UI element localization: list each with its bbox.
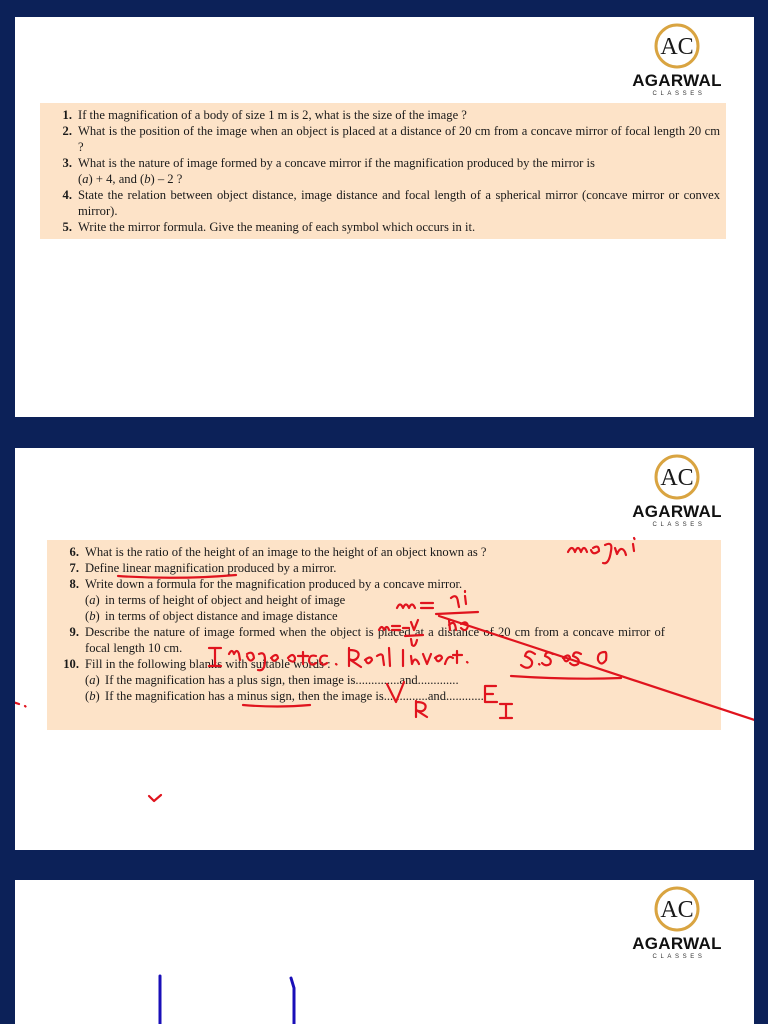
option-label: ( b ) — [85, 608, 105, 624]
question-number: 7. — [69, 561, 79, 575]
question-box — [40, 103, 726, 239]
brand-name: AGARWAL — [632, 502, 722, 521]
sub-question — [53, 688, 715, 704]
question-item — [46, 107, 720, 123]
slide-2 — [15, 448, 754, 850]
question-text: State the relation between object distance, image distance and focal length of a spherical mirror (concave mirror or convex mirror). — [78, 188, 720, 218]
sub-question-text: in terms of height of object and height of image — [105, 593, 346, 607]
slide-1 — [15, 17, 754, 417]
question-box — [47, 540, 721, 730]
question-item — [46, 219, 720, 235]
brand-name: AGARWAL — [632, 71, 722, 90]
svg-text:AC: AC — [660, 897, 694, 923]
question-item — [46, 155, 720, 187]
question-text: Write down a formula for the magnification produced by a concave mirror. — [85, 577, 463, 591]
question-text: What is the ratio of the height of an image to the height of an object known as ? — [85, 545, 487, 559]
brand-logo — [622, 21, 732, 98]
question-number: 5. — [62, 220, 72, 234]
question-text: Describe the nature of image formed when the object is placed at a distance of 20 cm from a concave mirror of focal length 10 cm. — [85, 625, 665, 655]
question-number: 4. — [62, 188, 72, 202]
question-text: Write the mirror formula. Give the meaning of each symbol which occurs in it. — [78, 220, 476, 234]
question-number: 10. — [63, 657, 79, 671]
question-number: 1. — [62, 108, 72, 122]
svg-text:AC: AC — [660, 34, 694, 60]
question-text: If the magnification of a body of size 1 m is 2, what is the size of the image ? — [78, 108, 467, 122]
question-item — [53, 576, 715, 592]
slide-3 — [15, 880, 754, 1024]
brand-subtitle: CLASSES — [652, 91, 706, 97]
question-number: 3. — [62, 156, 72, 170]
question-number: 8. — [69, 577, 79, 591]
option-label: ( b ) — [85, 688, 105, 704]
brand-subtitle: CLASSES — [652, 954, 706, 960]
question-number: 9. — [69, 625, 79, 639]
option-label: a — [82, 172, 89, 186]
sub-question — [53, 672, 715, 688]
option-label: ( a ) — [85, 672, 105, 688]
question-item — [46, 123, 720, 155]
question-item — [46, 187, 720, 219]
sub-question-text: If the magnification has a plus sign, then image is..............and............. — [105, 673, 459, 687]
brand-subtitle: CLASSES — [652, 522, 706, 528]
question-number: 2. — [62, 124, 72, 138]
question-item — [53, 656, 715, 672]
option-label: ( a ) — [85, 592, 105, 608]
ac-monogram-icon — [650, 884, 704, 934]
brand-name: AGARWAL — [632, 934, 722, 953]
sub-question-text: If the magnification has a minus sign, then the image is..............and............ — [105, 689, 484, 703]
question-text: What is the nature of image formed by a concave mirror if the magnification produced by the mirror is (a) + 4, and (b) – 2 ? — [78, 156, 595, 186]
brand-logo — [622, 884, 732, 961]
ink-tick — [149, 795, 161, 801]
sub-question — [53, 592, 715, 608]
question-item — [53, 560, 715, 576]
question-text: Fill in the following blanks with suitable words : — [85, 657, 331, 671]
option-label: b — [144, 172, 151, 186]
question-item — [53, 624, 715, 656]
sub-question — [53, 608, 715, 624]
ink-stroke — [291, 978, 294, 1024]
brand-logo — [622, 452, 732, 529]
ac-monogram-icon — [650, 452, 704, 502]
question-number: 6. — [69, 545, 79, 559]
ac-monogram-icon — [650, 21, 704, 71]
svg-text:AC: AC — [660, 465, 694, 491]
sub-question-text: in terms of object distance and image distance — [105, 609, 338, 623]
question-text: What is the position of the image when an object is placed at a distance of 20 cm from a concave mirror of focal length 20 cm ? — [78, 124, 720, 154]
question-item — [53, 544, 715, 560]
question-text: Define linear magnification produced by a mirror. — [85, 561, 337, 575]
ink-mark — [15, 702, 26, 707]
